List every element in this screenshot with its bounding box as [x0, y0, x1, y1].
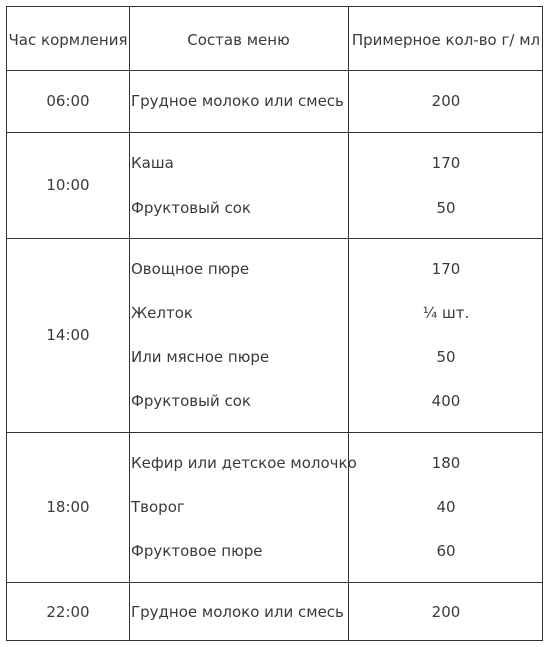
column-divider: [129, 7, 130, 640]
row-divider: [7, 70, 542, 71]
menu-item-qty: 40: [436, 498, 456, 516]
header-approx-amount: Примерное кол-во г/ мл: [351, 31, 541, 49]
menu-item-name: Фруктовое пюре: [131, 542, 263, 560]
feeding-time: 18:00: [46, 498, 90, 516]
menu-item-name: Грудное молоко или смесь: [131, 603, 344, 621]
menu-item-qty: 60: [436, 542, 456, 560]
feeding-time: 22:00: [46, 603, 90, 621]
row-divider: [7, 132, 542, 133]
menu-item-qty: 200: [431, 603, 461, 621]
menu-item-qty: 200: [431, 92, 461, 110]
menu-item-qty: 170: [431, 154, 461, 172]
menu-item-qty: 50: [436, 199, 456, 217]
menu-item-qty: 50: [436, 348, 456, 366]
menu-item-name: Желток: [131, 304, 193, 322]
row-divider: [7, 238, 542, 239]
menu-item-qty: 180: [431, 454, 461, 472]
menu-item-name: Творог: [131, 498, 185, 516]
header-menu-composition: Состав меню: [187, 31, 290, 49]
menu-item-name: Грудное молоко или смесь: [131, 92, 344, 110]
feeding-time: 14:00: [46, 326, 90, 344]
menu-item-name: Кефир или детское молочко: [131, 454, 357, 472]
menu-item-name: Фруктовый сок: [131, 392, 251, 410]
menu-item-qty: 170: [431, 260, 461, 278]
menu-item-qty: ¼ шт.: [422, 304, 470, 322]
menu-item-qty: 400: [431, 392, 461, 410]
row-divider: [7, 432, 542, 433]
row-divider: [7, 582, 542, 583]
header-feeding-time: Час кормления: [8, 31, 128, 49]
menu-item-name: Овощное пюре: [131, 260, 250, 278]
feeding-schedule-table: [6, 6, 543, 641]
feeding-time: 10:00: [46, 176, 90, 194]
menu-item-name: Каша: [131, 154, 174, 172]
menu-item-name: Или мясное пюре: [131, 348, 270, 366]
menu-item-name: Фруктовый сок: [131, 199, 251, 217]
feeding-time: 06:00: [46, 92, 90, 110]
